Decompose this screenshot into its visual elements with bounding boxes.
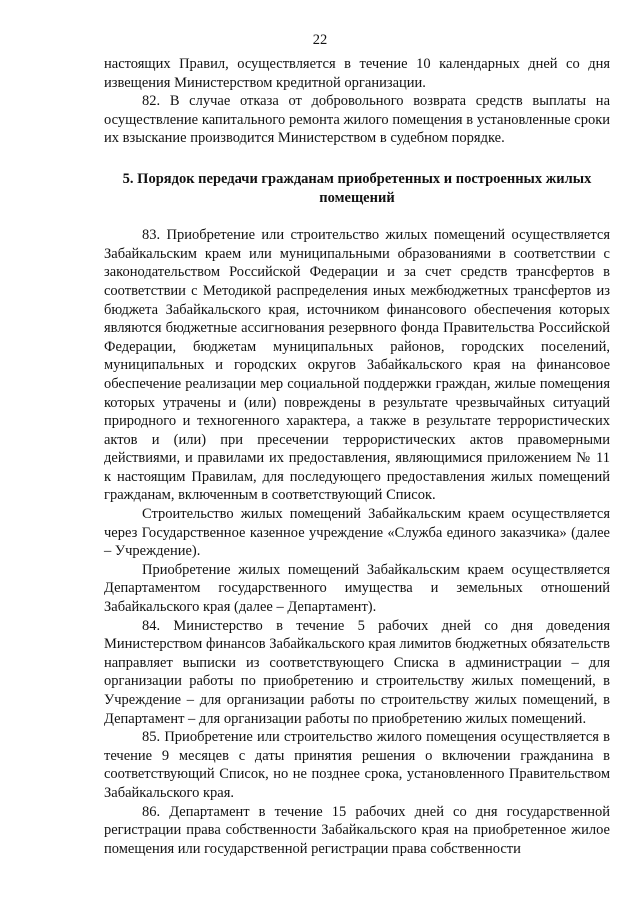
paragraph-85: 85. Приобретение или строительство жилого помещения осуществляется в течение 9 месяцев с даты принятия решения о включении гражданина в соответствующий Список, но не позднее срока, установленного Правительством Забайкальского края. [104, 729, 610, 801]
paragraph-84: 84. Министерство в течение 5 рабочих дней со дня доведения Министерством финансов Забайкальского края лимитов бюджетных обязательств направляет выписки из соответствующего Списка в администрации – для организации работы по приобретению и строительству жилых помещений, в Учреждение – для организации работы по строительству жилых помещений, в Департамент – для организации работы по приобретению жилых помещений. [104, 617, 610, 727]
paragraph-continuation: настоящих Правил, осуществляется в течение 10 календарных дней со дня извещения Министерством кредитной организации. [104, 56, 610, 91]
document-body [104, 55, 610, 858]
paragraph-83: 83. Приобретение или строительство жилых помещений осуществляется Забайкальским краем или муниципальными образованиями в соответствии с законодательством Российской Федерации и за счет средств трансфертов в соответствии с Методикой распределения иных межбюджетных трансфертов из бюджета Забайкальского края, источником финансового обеспечения которых являются бюджетные ассигнования резервного фонда Правительства Российской Федерации, бюджетам муниципальных районов, городских поселений, муниципальных и городских округов Забайкальского края на финансовое обеспечение реализации мер социальной поддержки граждан, жилые помещения которых утрачены и (или) повреждены в результате чрезвычайных ситуаций природного и техногенного характера, а также в результате террористических актов и (или) при пресечении террористических актов правомерными действиями, и правилами их предоставления, являющимися приложением № 11 к настоящим Правилам, для последующего предоставления жилых помещений гражданам, включенным в соответствующий Список. [104, 227, 610, 504]
paragraph-82: 82. В случае отказа от добровольного возврата средств выплаты на осуществление капитального ремонта жилого помещения в установленные сроки их взыскание производится Министерством в судебном порядке. [104, 93, 610, 147]
page-number: 22 [312, 32, 328, 48]
paragraph-construction: Строительство жилых помещений Забайкальским краем осуществляется через Государственное казенное учреждение «Служба единого заказчика» (далее – Учреждение). [104, 506, 610, 560]
section-heading: 5. Порядок передачи гражданам приобретенных и построенных жилых помещений [122, 170, 592, 206]
paragraph-acquisition: Приобретение жилых помещений Забайкальским краем осуществляется Департаментом государственного имущества и земельных отношений Забайкальского края (далее – Департамент). [104, 561, 610, 616]
paragraph-86: 86. Департамент в течение 15 рабочих дней со дня государственной регистрации права собственности Забайкальского края на приобретенное жилое помещения или государственной регистрации права собственности [104, 803, 610, 857]
